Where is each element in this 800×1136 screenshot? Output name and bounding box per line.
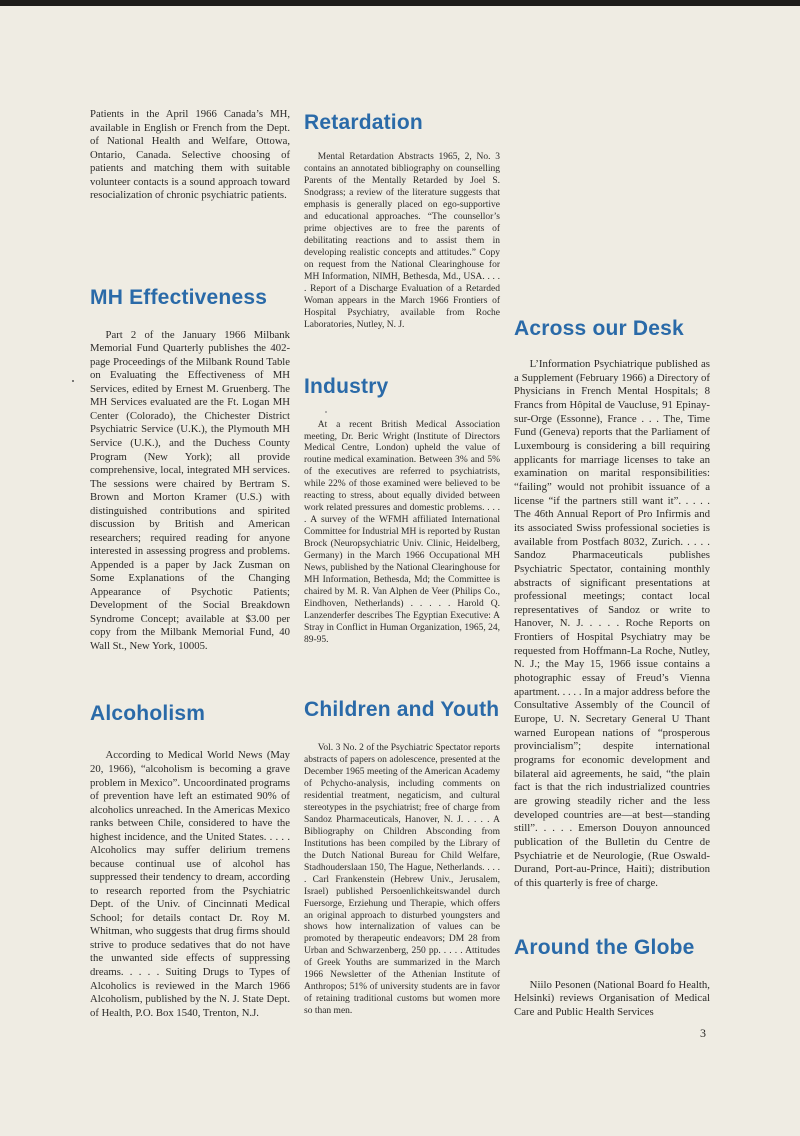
industry-body: At a recent British Medical Association meeting, Dr. Beric Wright (Institute of Directors Medical Centre, London) upheld the value of routine medical examination. Between 3% and 5% of the executives are referred to psychiatrists, while 22% of those examined were believed to be reacting to stress, about equally divided between work related pressures and domestic problems. . . . . A survey of the WFMH affiliated International Committee for Industrial MH is reported by Rustan Brock (Neuropsychiatric Univ. Clinic, Heidelberg, Germany) in the March 1966 Occupational MH News, published by the National Clearinghouse for MH Information, Bethesda, Md; the Committee is chaired by M. R. Van Alphen de Veer (Philips Co., Eindhoven, Netherlands) . . . . . Harold Q. Lanzenderfer describes The Egyptian Executive: A Stray in Conflict in Human Organization, 1965, 24, 89-95. <box>304 419 500 645</box>
retardation-body: Mental Retardation Abstracts 1965, 2, No. 3 contains an annotated bibliography on counselling Parents of the Mentally Retarded by Joel S. Snodgrass; a review of the literature suggests that emphasis is generally placed on ego-supportive and educational approaches. “The counsellor’s prime objectives are to free the parents of debilitating reactions and to assist them in developing realistic concepts and attitudes.” Copy on request from the National Clearinghouse for MH Information, NIMH, Bethesda, Md., USA. . . . . Report of a Discharge Evaluation of a Retarded Woman appears in the March 1966 Frontiers of Hospital Psychiatry, available from Roche Laboratories, Nutley, N. J. <box>304 152 500 330</box>
heading-alcoholism: Alcoholism <box>90 702 206 726</box>
across-our-desk-body: L’Information Psychiatrique published as a Supplement (February 1966) a Directory of Physicians in French Mental Hospitals; 8 Francs from Hôpital de Vaucluse, 91 Epinay-sur-Orge (Essonne), France . . . The, Time Fund (Geneva) reports that the Parliament of Luxembourg is considering a bill requiring applicants for marriage licenses to take an examination on marital responsibilities: “failing” would not prohibit issuance of a license “if the partners still want it”. . . . . The 46th Annual Report of Pro Infirmis and its associated Swiss professional societies is available from Postfach 8032, Zurich. . . . . Sandoz Pharmaceuticals publishes Psychiatric Spectator, containing monthly abstracts of significant presentations at professional meetings; contact local representatives of Sandoz or write to Hanover, N. J. . . . . Roche Reports on Frontiers of Hospital Psychiatry may be requested from Hoffmann-La Roche, Nutley, N. J.; the May 15, 1966 issue contains a photographic essay of Freud’s Vienna apartment. . . . . In a major address before the Consultative Assembly of the Council of Europe, U. N. Secretary General U Thant warned European nations of “prosperous provincialism”; despite international programs for economic development and bilateral aid agreements, he said, “the plain fact is that the rich industrialized countries are growing steadily richer and the less developed countries are—at best—standing still”. . . . . Emerson Douyon announced publication of the Bulletin du Centre de Psychiatrie et de Neurologie, (Rue Oswald-Durand, Port-au-Prince, Haiti); distribution of this quarterly is free of charge. <box>514 358 710 889</box>
children-and-youth-body: Vol. 3 No. 2 of the Psychiatric Spectator reports abstracts of papers on adolescence, presented at the December 1965 meeting of the American Academy of Pchycho-analysis, including comments on residential treatment, negaticism, and cultural stereotypes in the psychiatrist; free of charge from Sandoz Pharmaceuticals, Hanover, N. J. . . . . A Bibliography on Children Absconding from Institutions has been compiled by the Library of the Dutch National Bureau for Child Welfare, Stadhouderslaan 150, The Hague, Netherlands. . . . . Carl Frankenstein (Hebrew Univ., Jerusalem, Israel) published Persoenlichkeitswandel durch Fuersorge, Erziehung und Therapie, which offers an original approach to disturbed youngsters and shows how internalization of values can be promoted by therapeutic endeavors; DM 28 from Urban and Schwarzenberg, 250 pp. . . . . Attitudes of Greek Youths are summarized in the March 1966 Newsletter of the Athenian Institute of Anthropos; 51% of university students are in favor of retaining traditional customs but women more so than men. <box>304 742 500 1017</box>
column-2 <box>304 108 500 1018</box>
intro-paragraph: Patients in the April 1966 Canada’s MH, available in English or French from the Dept. of National Health and Welfare, Ottowa, Ontario, Canada. Selective choosing of patients and matching them with suitable volunteer contacts is a sound approach toward resocialization of chronic psychiatric patients. <box>90 108 290 202</box>
around-the-globe-body: Niilo Pesonen (National Board fo Health, Helsinki) reviews Organisation of Medical Care and Public Health Services <box>514 978 710 1018</box>
column-1 <box>90 108 290 1020</box>
heading-around-the-globe: Around the Globe <box>514 935 695 959</box>
heading-retardation: Retardation <box>304 111 423 134</box>
column-3 <box>514 316 710 1020</box>
heading-across-our-desk: Across our Desk <box>514 317 684 340</box>
paper-speck <box>325 411 327 413</box>
heading-mh-effectiveness: MH Effectiveness <box>90 285 268 309</box>
page <box>0 6 800 1136</box>
paper-speck <box>72 380 74 382</box>
heading-children-and-youth: Children and Youth <box>304 697 500 721</box>
heading-industry: Industry <box>304 374 389 398</box>
mh-effectiveness-body: Part 2 of the January 1966 Milbank Memorial Fund Quarterly publishes the 402-page Proceedings of the Milbank Round Table on Evaluating the Effectiveness of MH Services, edited by Ernest M. Gruenberg. The MH Services evaluated are the Ft. Logan MH Center (Colorado), the Chichester District Psychiatric Service (U.K.), the Plymouth MH Service (U.K.), and the Duchess County Program (New York); all provide comprehensive, local, integrated MH services. The sessions were chaired by Bertram S. Brown and Morton Kramer (U.S.) with distinguished contributions and spirited discussion by British and American researchers; required reading for anyone interested in assessing progress and problems. Appended is a paper by Jack Zusman on Some Explanations of the Changing Appearance of Psychotic Patients; Development of the Social Breakdown Syndrome Concept; available at $3.00 per copy from the Milbank Memorial Fund, 40 Wall St., New York, 10005. <box>90 328 290 652</box>
alcoholism-body: According to Medical World News (May 20, 1966), “alcoholism is becoming a grave problem in Mexico”. Uncoordinated programs of prevention have left an estimated 90% of alcoholics unreached. In the Americas Mexico ranks between Chile, considered to have the highest incidence, and the United States. . . . . Alcoholics may suffer delirium tremens because continual use of alcohol has suppressed their tendency to dream, according to research reported from the Psychiatric Dept. of the Univ. of Cincinnati Medical School; for details contact Dr. Roy M. Whitman, who suggests that drug firms should strive to produce sedatives that do not have the unwanted side effects of suppressing dreams. . . . . Suiting Drugs to Types of Alcoholics is reviewed in the March 1966 Alcoholism, published by the N. J. State Dept. of Health, P.O. Box 1540, Trenton, N.J. <box>90 749 290 1019</box>
page-number: 3 <box>700 1026 706 1040</box>
